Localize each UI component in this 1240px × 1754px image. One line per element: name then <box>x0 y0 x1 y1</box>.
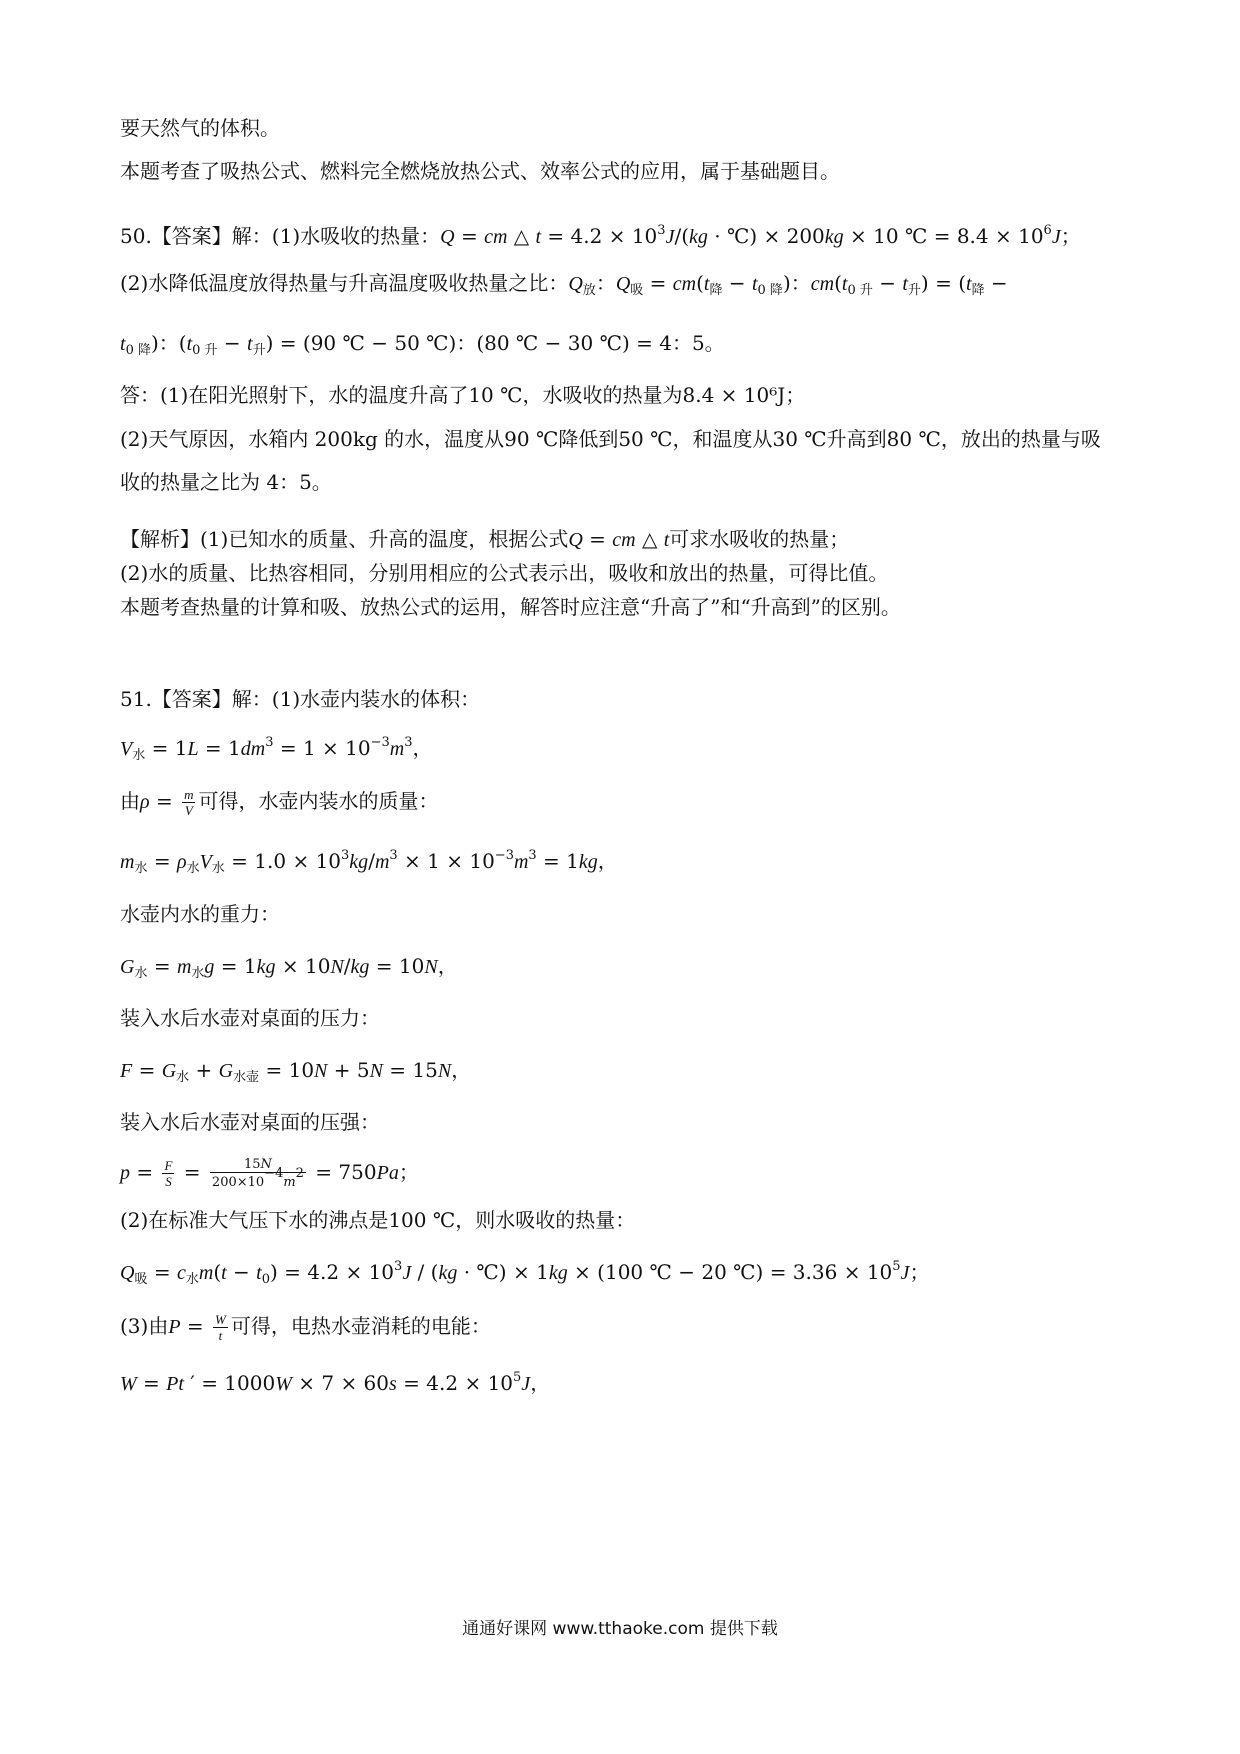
analysis-line-2: (2)水的质量、比热容相同，分别用相应的公式表示出，吸收和放出的热量，可得比值。 <box>120 561 889 585</box>
formula-force: $F = G_水 + G_{水壶} = 10N + 5N = 15N$， <box>120 1058 472 1085</box>
text-line-2: 本题考查了吸热公式、燃料完全燃烧放热公式、效率公式的应用，属于基础题目。 <box>120 159 840 183</box>
answer-51-line-1: 51.【答案】解：(1)水壶内装水的体积： <box>120 687 481 711</box>
answer-50-line-3: $t_{0 降}$)：$(t_{0 升} - t_升) = (90$ ℃ − 50 ℃)：(80 ℃ − 30 ℃) = 4：5。 <box>120 331 725 358</box>
formula-energy: W = Pt ′ = $1000W \times 7 \times 60s = 4.2 \times 10^5J$， <box>120 1370 551 1395</box>
answer-50-label: 50.【答案】解：(1)水吸收的热量： <box>120 224 441 248</box>
analysis-line-1: 【解析】(1)已知水的质量、升高的温度，根据公式Q = cm △ t可求水吸收的热量； <box>120 527 850 551</box>
formula-mass: $m_水 = \rho_水V_水 = 1.0 \times 10^3kg/m^3 \times 1 \times 10^{-3}m^3 = 1kg$， <box>120 848 618 876</box>
answer-51-boiling-label: (2)在标准大气压下水的沸点是100 ℃，则水吸收的热量： <box>120 1208 636 1232</box>
formula-heat-absorbed: Q <box>440 226 455 248</box>
answer-50-conclusion-2: (2)天气原因，水箱内 200kg 的水，温度从90 ℃降低到50 ℃，和温度从30 ℃升高到80 ℃，放出的热量与吸 <box>120 427 1101 451</box>
answer-50-line-1: 50.【答案】解：(1)水吸收的热量：Q = cm △ $t = 4.2 \times 10^3J/(kg$ · ℃) × 200kg × 10 ℃ = $8.4 \times 10^6J$； <box>120 223 1081 248</box>
answer-51-pressure-label: 装入水后水壶对桌面的压强： <box>120 1110 380 1134</box>
answer-51-gravity-label: 水壶内水的重力： <box>120 902 280 926</box>
answer-50-conclusion-1: 答：(1)在阳光照射下，水的温度升高了10 ℃，水吸收的热量为8.4 × 10⁶J； <box>120 383 806 407</box>
analysis-line-3: 本题考查热量的计算和吸、放热公式的运用，解答时应注意“升高了”和“升高到”的区别。 <box>120 595 901 619</box>
formula-gravity: $G_水 = m_水g = 1kg \times 10N/kg = 10N$， <box>120 954 458 981</box>
formula-pressure: p = $\frac{F}{S}$ = $\frac{15N}{200\times 10^{-4}m^2}$ = 750Pa； <box>120 1157 419 1190</box>
page-footer: 通通好课网 www.tthaoke.com 提供下载 <box>462 1619 778 1639</box>
formula-heat-kettle: $Q_吸 = c_水m(t - t_0) = 4.2 \times 10^3J / (kg$ · ℃) × 1kg × (100 ℃ − 20 ℃) = $3.36 \times 10^5J$； <box>120 1259 930 1287</box>
formula-volume: $V_水 = 1L = 1dm^3 = 1 \times 10^{-3}m^3$， <box>120 735 433 763</box>
answer-50-ratio-label: (2)水降低温度放得热量与升高温度吸收热量之比： <box>120 271 569 295</box>
answer-50-line-2: (2)水降低温度放得热量与升高温度吸收热量之比：$Q_放$：$Q_吸 = cm(t_降 - t_{0 降})$：$cm(t_{0 升} - t_升) = (t_降$ − <box>120 271 1008 298</box>
answer-51-power-line: (3)由P = $\frac{W}{t}$ 可得，电热水壶消耗的电能： <box>120 1312 491 1343</box>
answer-51-force-label: 装入水后水壶对桌面的压力： <box>120 1006 380 1030</box>
answer-50-conclusion-3: 收的热量之比为 4：5。 <box>120 470 332 494</box>
text-line-1: 要天然气的体积。 <box>120 116 280 140</box>
answer-51-density-line: 由ρ = $\frac{m}{V}$ 可得，水壶内装水的质量： <box>120 787 439 818</box>
